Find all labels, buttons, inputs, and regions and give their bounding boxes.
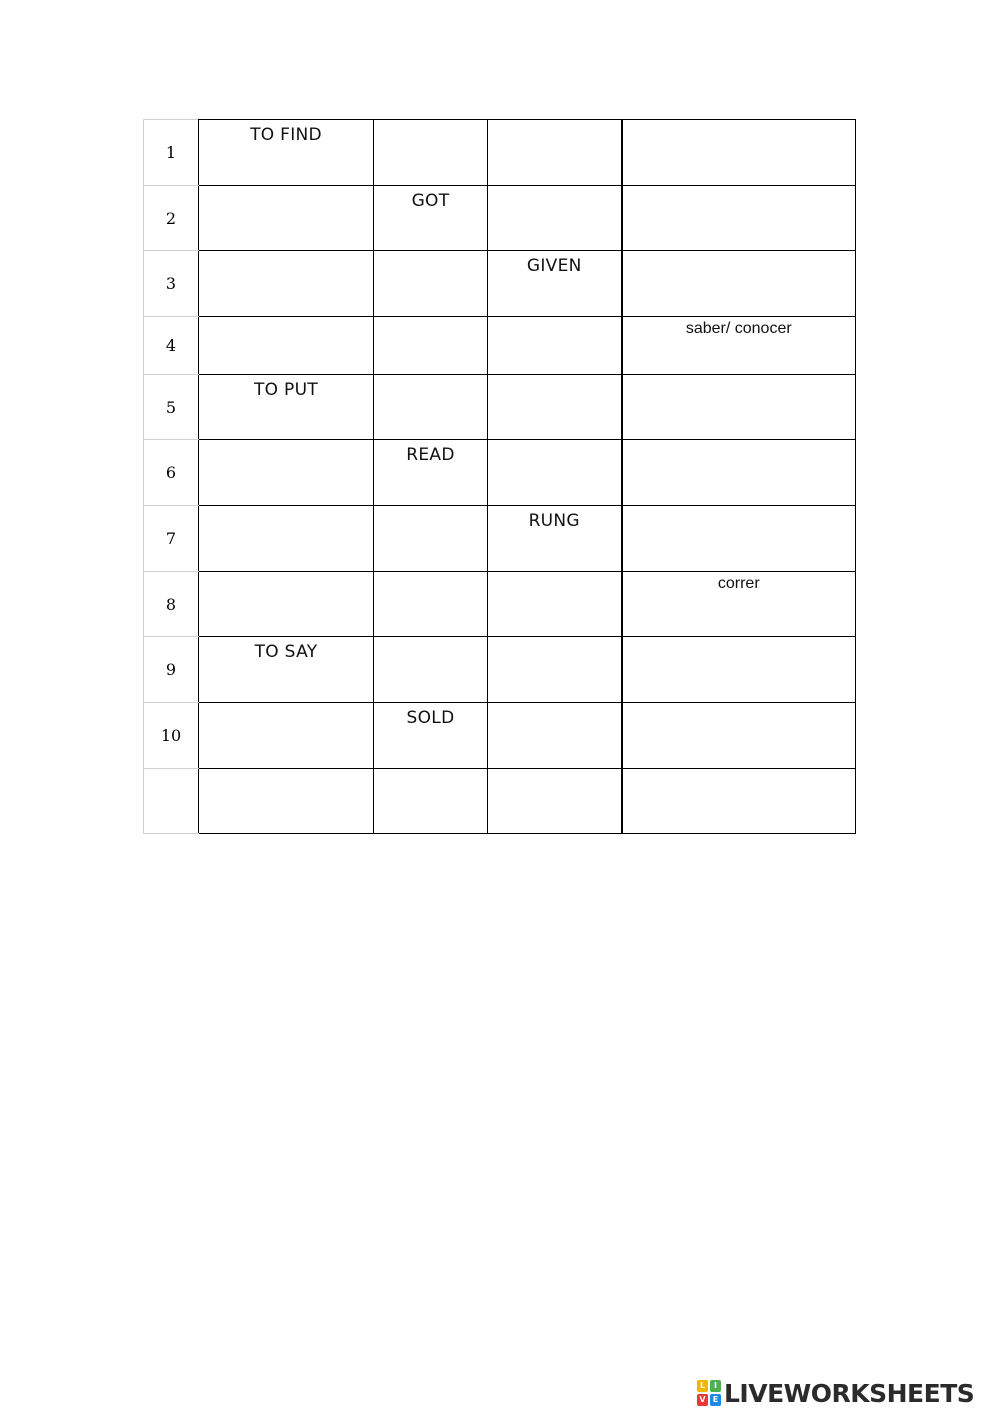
- answer-cell[interactable]: [622, 769, 856, 834]
- liveworksheets-logo-icon: L I V E: [697, 1380, 721, 1406]
- answer-cell[interactable]: [199, 440, 374, 506]
- answer-cell[interactable]: [374, 440, 488, 506]
- table-row: [144, 637, 856, 703]
- row-number: 2: [144, 186, 199, 251]
- answer-cell[interactable]: [374, 120, 488, 186]
- answer-cell[interactable]: [374, 703, 488, 769]
- row-number: 9: [144, 637, 199, 703]
- answer-cell[interactable]: [199, 703, 374, 769]
- row-number: [144, 769, 199, 834]
- answer-cell[interactable]: [199, 506, 374, 572]
- answer-cell[interactable]: [488, 703, 622, 769]
- table-row: [144, 120, 856, 186]
- answer-cell[interactable]: [199, 317, 374, 375]
- answer-cell[interactable]: [199, 637, 374, 703]
- cell-text: saber/ conocer: [685, 320, 792, 337]
- answer-cell[interactable]: [622, 120, 856, 186]
- answer-cell[interactable]: [488, 769, 622, 834]
- answer-cell[interactable]: [199, 120, 374, 186]
- answer-cell[interactable]: [374, 637, 488, 703]
- answer-cell[interactable]: [199, 375, 374, 440]
- row-number: 7: [144, 506, 199, 572]
- row-number: 4: [144, 317, 199, 375]
- liveworksheets-branding: [697, 1376, 974, 1410]
- answer-cell[interactable]: [374, 317, 488, 375]
- cell-text: GIVEN: [526, 256, 582, 276]
- row-number: 5: [144, 375, 199, 440]
- table-row: [144, 251, 856, 317]
- table-row: [144, 703, 856, 769]
- answer-cell[interactable]: [622, 375, 856, 440]
- answer-cell[interactable]: [622, 186, 856, 251]
- table-row: [144, 506, 856, 572]
- answer-cell[interactable]: [374, 769, 488, 834]
- answer-cell[interactable]: [199, 572, 374, 637]
- table-row: [144, 769, 856, 834]
- answer-cell[interactable]: [622, 703, 856, 769]
- cell-text: TO FIND: [250, 125, 322, 145]
- cell-text: RUNG: [528, 511, 580, 531]
- answer-cell[interactable]: [622, 572, 856, 637]
- answer-cell[interactable]: [488, 375, 622, 440]
- row-number: 3: [144, 251, 199, 317]
- answer-cell[interactable]: [374, 375, 488, 440]
- answer-cell[interactable]: [374, 572, 488, 637]
- row-number: 8: [144, 572, 199, 637]
- cell-text: GOT: [411, 191, 450, 211]
- cell-text: SOLD: [406, 708, 455, 728]
- answer-cell[interactable]: [622, 251, 856, 317]
- cell-text: READ: [406, 445, 455, 465]
- answer-cell[interactable]: [622, 637, 856, 703]
- row-number: 10: [144, 703, 199, 769]
- row-number: 6: [144, 440, 199, 506]
- cell-text: TO PUT: [253, 380, 319, 400]
- answer-cell[interactable]: [622, 506, 856, 572]
- row-number: 1: [144, 120, 199, 186]
- table-row: [144, 317, 856, 375]
- answer-cell[interactable]: [622, 440, 856, 506]
- answer-cell[interactable]: [488, 317, 622, 375]
- answer-cell[interactable]: [488, 506, 622, 572]
- table-row: [144, 375, 856, 440]
- table-row: [144, 440, 856, 506]
- answer-cell[interactable]: [374, 506, 488, 572]
- answer-cell[interactable]: [488, 251, 622, 317]
- table-row: [144, 572, 856, 637]
- answer-cell[interactable]: [374, 251, 488, 317]
- answer-cell[interactable]: [199, 251, 374, 317]
- cell-text: correr: [717, 575, 760, 592]
- answer-cell[interactable]: [488, 572, 622, 637]
- answer-cell[interactable]: [488, 186, 622, 251]
- answer-cell[interactable]: [488, 120, 622, 186]
- brand-name: LIVEWORKSHEETS: [724, 1378, 975, 1408]
- answer-cell[interactable]: [488, 440, 622, 506]
- answer-cell[interactable]: [622, 317, 856, 375]
- cell-text: TO SAY: [254, 642, 318, 662]
- answer-cell[interactable]: [199, 186, 374, 251]
- verbs-table: [143, 119, 856, 834]
- table-row: [144, 186, 856, 251]
- answer-cell[interactable]: [488, 637, 622, 703]
- answer-cell[interactable]: [199, 769, 374, 834]
- answer-cell[interactable]: [374, 186, 488, 251]
